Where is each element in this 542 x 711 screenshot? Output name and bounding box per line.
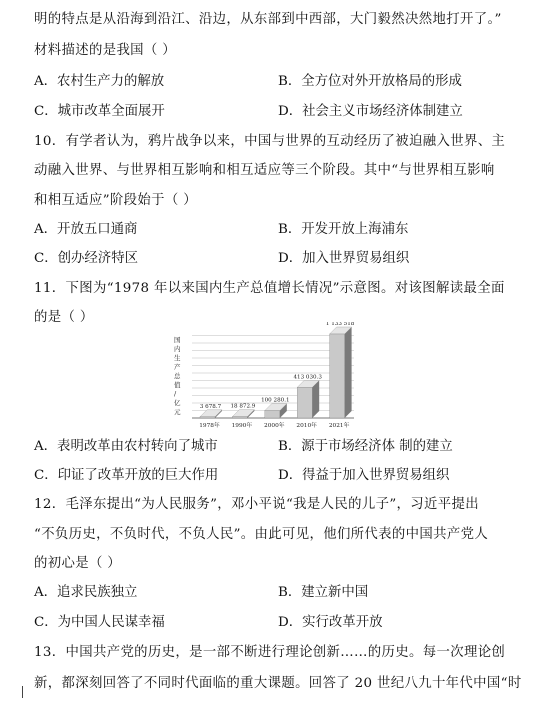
- question-12-text: 12．毛泽东提出“为人民服务”，邓小平说“我是人民的儿子”，习近平提出: [34, 497, 479, 512]
- option-a: A．农村生产力的解放: [34, 74, 165, 89]
- text-line: 和相互适应”阶段始于（ ）: [34, 193, 197, 208]
- question-11-text: 11．下图为“1978 年以来国内生产总值增长情况”示意图。对该图解读最全面: [34, 281, 505, 296]
- gdp-growth-chart: [168, 322, 358, 432]
- text-line: “不负历史，不负时代，不负人民”。由此可见，他们所代表的中国共产党人: [34, 527, 489, 542]
- text-line: 新，都深刻回答了不同时代面临的重大课题。回答了 20 世纪八九十年代中国“时: [34, 676, 522, 691]
- option-d: D．社会主义市场经济体制建立: [278, 104, 463, 119]
- value-label: 1 133 518: [325, 322, 355, 327]
- x-tick-label: 2021年: [328, 423, 350, 429]
- x-tick-label: 2010年: [296, 423, 317, 429]
- option-c: C．城市改革全面展开: [34, 104, 165, 119]
- chart-bars: [200, 327, 352, 418]
- value-label: 3 678.7: [199, 403, 222, 410]
- option-b: B．全方位对外开放格局的形成: [278, 74, 462, 89]
- option-d: D．得益于加入世界贸易组织: [278, 468, 450, 483]
- option-c: C．印证了改革开放的巨大作用: [34, 468, 219, 483]
- x-tick-label: 1978年: [199, 423, 220, 429]
- option-b: B．开发开放上海浦东: [278, 222, 409, 237]
- option-c: C．为中国人民谋幸福: [34, 615, 165, 630]
- option-d: D．加入世界贸易组织: [278, 251, 410, 266]
- question-13-text: 13．中国共产党的历史，是一部不断进行理论创新……的历史。每一次理论创: [34, 645, 506, 660]
- option-c: C．创办经济特区: [34, 251, 138, 266]
- x-tick-label: 1990年: [231, 423, 253, 429]
- value-label: 100 280.1: [261, 397, 290, 404]
- value-label: 18 872.9: [230, 403, 256, 410]
- bar: [232, 417, 247, 418]
- text-line: 的是（ ）: [34, 310, 94, 325]
- option-a: A．表明改革由农村转向了城市: [34, 439, 218, 454]
- y-axis-label: 国内生产总值/亿元: [174, 336, 181, 416]
- text-line: 的初心是（ ）: [34, 556, 122, 571]
- x-tick-label: 2000年: [264, 423, 285, 429]
- bar: [200, 417, 215, 418]
- option-a: A．开放五口通商: [34, 222, 138, 237]
- bar: [265, 411, 280, 418]
- option-b: B．建立新中国: [278, 585, 369, 600]
- bar: [330, 334, 345, 418]
- text-line: 明的特点是从沿海到沿江、沿边，从东部到中西部，大门毅然决然地打开了。”: [34, 12, 502, 27]
- option-b: B．源于市场经济体 制的建立: [278, 439, 453, 454]
- bar-side: [345, 327, 352, 418]
- option-a: A．追求民族独立: [34, 585, 138, 600]
- value-label: 413 030.3: [293, 374, 322, 381]
- text-line: 动融入世界、与世界相互影响和相互适应等三个阶段。其中“与世界相互影响: [34, 163, 495, 178]
- bar: [297, 387, 312, 418]
- question-10-text: 10．有学者认为，鸦片战争以来，中国与世界的互动经历了被迫融入世界、主: [34, 134, 506, 149]
- question-stem: 材料描述的是我国（ ）: [34, 43, 177, 58]
- cursor-mark: [22, 686, 23, 698]
- chart-x-labels: [199, 421, 349, 429]
- bar-top: [200, 410, 222, 417]
- option-d: D．实行改革开放: [278, 615, 383, 630]
